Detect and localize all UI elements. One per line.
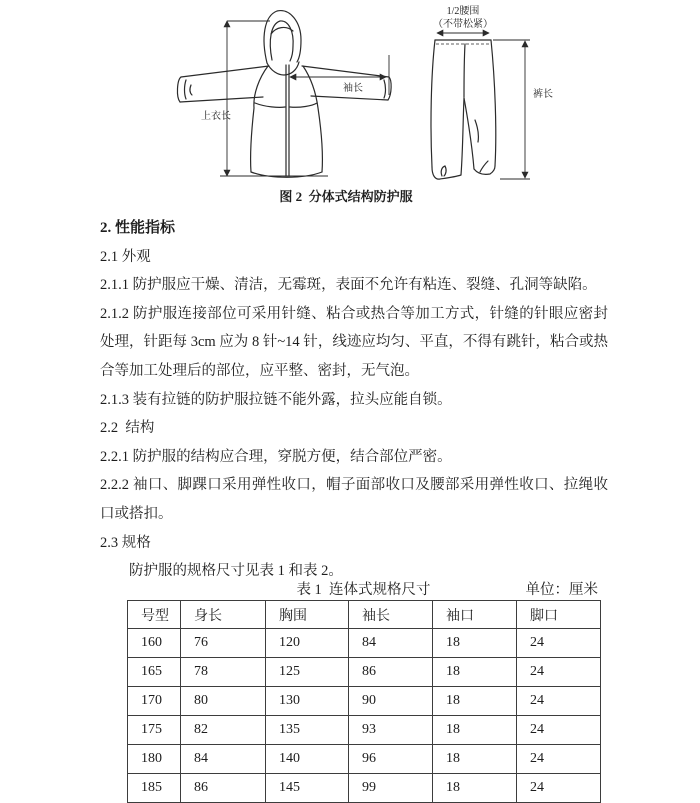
- table-cell: 180: [128, 745, 181, 774]
- table-cell: 24: [517, 745, 601, 774]
- paragraph-table-ref: 防护服的规格尺寸见表 1 和表 2。: [129, 563, 343, 580]
- table-cell: 80: [181, 687, 266, 716]
- label-sleeve-length: 袖长: [343, 83, 363, 94]
- table-row: [128, 687, 601, 716]
- table-cell: 24: [517, 716, 601, 745]
- paragraph-2-1-1: 2.1.1 防护服应干燥、清洁，无霉斑，表面不允许有粘连、裂缝、孔洞等缺陷。: [100, 277, 597, 294]
- table-cell: 185: [128, 774, 181, 803]
- header-cell-model: 号型: [128, 601, 181, 629]
- table-cell: 96: [349, 745, 433, 774]
- table-row: [128, 658, 601, 687]
- table-cell: 170: [128, 687, 181, 716]
- pants-drawing: [431, 40, 496, 179]
- table-cell: 145: [266, 774, 349, 803]
- paragraph-2-2-1: 2.2.1 防护服的结构应合理，穿脱方便，结合部位严密。: [100, 448, 452, 465]
- figure-protective-clothing: [120, 0, 580, 185]
- table-cell: 18: [433, 658, 517, 687]
- header-cell-chest: 胸围: [266, 601, 349, 629]
- table-row: [128, 745, 601, 774]
- table-cell: 24: [517, 658, 601, 687]
- table-cell: 125: [266, 658, 349, 687]
- table-cell: 18: [433, 716, 517, 745]
- paragraph-2-2-2: 2.2.2 袖口、脚踝口采用弹性收口，帽子面部收口及腰部采用弹性收口、拉绳收口或搭扣。: [100, 477, 608, 522]
- table-cell: 135: [266, 716, 349, 745]
- table-title: 表 1 连体式规格尺寸: [296, 582, 431, 598]
- table-unit-label: 单位：厘米: [525, 582, 598, 598]
- table-row: [128, 774, 601, 803]
- paragraph-2-1-3: 2.1.3 装有拉链的防护服拉链不能外露，拉头应能自锁。: [100, 391, 452, 408]
- table-cell: 86: [349, 658, 433, 687]
- figure-caption: 图 2 分体式结构防护服: [279, 189, 413, 204]
- paragraph-2-1: 2.1 外观: [100, 248, 151, 265]
- header-cell-sleeve-length: 袖长: [349, 601, 433, 629]
- label-jacket-length: 上衣长: [201, 111, 231, 122]
- paragraph-2-3: 2.3 规格: [100, 534, 151, 551]
- table-cell: 76: [181, 629, 266, 658]
- figure-drawing: [120, 0, 580, 185]
- table-cell: 18: [433, 774, 517, 803]
- table-cell: 86: [181, 774, 266, 803]
- section-heading: 2. 性能指标: [100, 220, 176, 236]
- spec-table: [127, 600, 601, 803]
- table-cell: 24: [517, 687, 601, 716]
- table-cell: 18: [433, 629, 517, 658]
- header-cell-leg-opening: 脚口: [517, 601, 601, 629]
- table-row: [128, 716, 601, 745]
- header-cell-cuff: 袖口: [433, 601, 517, 629]
- table-cell: 24: [517, 774, 601, 803]
- table-cell: 160: [128, 629, 181, 658]
- table-cell: 120: [266, 629, 349, 658]
- table-cell: 175: [128, 716, 181, 745]
- section-content: [100, 214, 608, 586]
- table-cell: 93: [349, 716, 433, 745]
- table-title-row: [127, 578, 600, 599]
- paragraph-2-1-2: 2.1.2 防护服连接部位可采用针缝、粘合或热合等加工方式，针缝的针眼应密封处理，针距每 3cm 应为 8 针~14 针，线迹应均匀、平直，不得有跳针，粘合或热合等加工处理后的部位，应平整、密封，无气泡。: [100, 305, 608, 379]
- table-cell: 90: [349, 687, 433, 716]
- label-waist-half: 1/2腰围: [446, 6, 480, 17]
- paragraph-2-2: 2.2 结构: [100, 420, 155, 437]
- table-header-row: [128, 601, 601, 629]
- table-cell: 165: [128, 658, 181, 687]
- table-cell: 84: [349, 629, 433, 658]
- label-pants-length: 裤长: [533, 89, 553, 100]
- table-row: [128, 629, 601, 658]
- table-cell: 18: [433, 687, 517, 716]
- table-cell: 84: [181, 745, 266, 774]
- table-cell: 140: [266, 745, 349, 774]
- table-cell: 18: [433, 745, 517, 774]
- table-cell: 24: [517, 629, 601, 658]
- table-cell: 130: [266, 687, 349, 716]
- header-cell-body-length: 身长: [181, 601, 266, 629]
- label-waist-note: （不带松紧）: [433, 19, 493, 30]
- table-cell: 99: [349, 774, 433, 803]
- table-cell: 78: [181, 658, 266, 687]
- table-cell: 82: [181, 716, 266, 745]
- pants-dimensions: [433, 5, 553, 179]
